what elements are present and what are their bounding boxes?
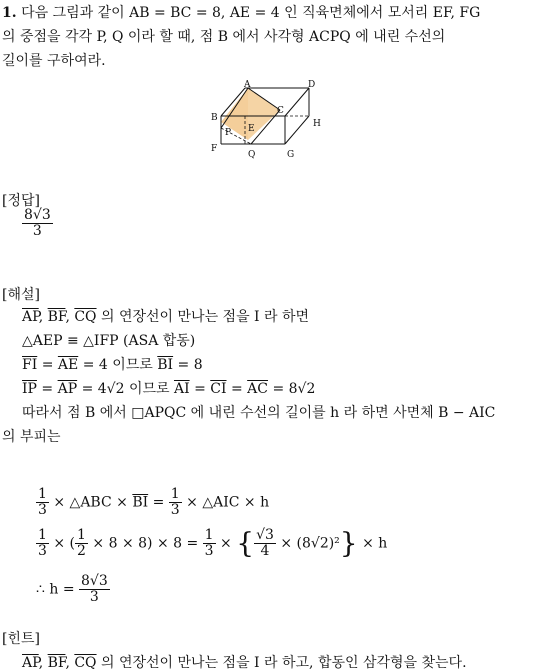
label-D: D — [308, 80, 316, 90]
frac-third-num-1: 1 — [38, 486, 47, 502]
label-G: G — [287, 150, 295, 160]
solution-line-2: △AEP ≡ △IFP (ASA 합동) — [22, 333, 196, 349]
seg-FI: $\overline{FI}$ — [22, 357, 38, 373]
label-F: F — [211, 144, 218, 154]
answer-denominator: 3 — [32, 223, 42, 239]
solution-line-3-end: = 8 — [177, 357, 203, 373]
label-E: E — [248, 124, 255, 134]
solution-header: [해설] — [2, 287, 40, 303]
solution-line-1: $\overline{AP}$, $\overline{BF}$, $\overline{CQ}$ 의 연장선이 만나는 점을 I 라 하면 — [22, 309, 310, 325]
brace-open: { — [236, 526, 255, 560]
solution-line-3: $\overline{FI} = \overline{AE} = 4$ 이므로 $\overline{BI} = 8$ — [22, 357, 203, 373]
answer-numerator: 8√3 — [24, 207, 51, 223]
seg-AP: $\overline{AP}$ — [22, 309, 39, 325]
eq2-a: × ( — [53, 535, 76, 552]
problem-line-1 — [2, 2, 480, 22]
equation-1: $\frac{1}{3}$ × △ABC × $\overline{BI}$ = $\frac{1}{3}$ × △AIC × h — [38, 486, 270, 518]
problem-text-2: 의 중점을 각각 P, Q 이라 할 때, 점 B 에서 사각형 ACPQ 에 내린 수선의 — [2, 29, 446, 45]
seg-BF: $\overline{BF}$ — [47, 309, 66, 325]
problem-text-1: 다음 그림과 같이 AB = BC = 8, AE = 4 인 직육면체에서 모서리 EF, FG — [21, 5, 481, 21]
solution-line-1-text: 의 연장선이 만나는 점을 I 라 하면 — [101, 309, 310, 325]
seg-AI: $\overline{AI}$ — [173, 381, 190, 397]
label-Q: Q — [248, 150, 256, 160]
eq2-b: × 8 × 8) × 8 = — [92, 535, 199, 552]
frac-half-num: 1 — [77, 527, 86, 543]
frac-third-den-3: 3 — [38, 543, 47, 559]
label-C: C — [277, 106, 284, 116]
answer-header: [정답] — [2, 193, 40, 209]
seg-CI: $\overline{CI}$ — [210, 381, 227, 397]
brace-close: } — [339, 526, 358, 560]
hint-line: $\overline{AP}$, $\overline{BF}$, $\overline{CQ}$ 의 연장선이 만나는 점을 I 라 하고, 합동인 삼각형을 찾는다. — [22, 655, 467, 671]
eq3-lhs: ∴ h = — [36, 581, 75, 598]
seg-AP-3: $\overline{AP}$ — [22, 655, 39, 671]
label-P: P — [225, 128, 232, 138]
cuboid-figure — [205, 80, 330, 162]
eq2-d: × h — [362, 535, 388, 552]
eq2-c: × (8√2)² — [280, 535, 340, 552]
solution-line-6: 의 부피는 — [2, 429, 61, 445]
solution-line-4-end: = 8√2 — [272, 381, 316, 397]
label-B: B — [211, 113, 218, 123]
frac-third-den-1: 3 — [38, 502, 47, 518]
seg-IP: $\overline{IP}$ — [22, 381, 37, 397]
frac-third-den-2: 3 — [170, 502, 180, 518]
equation-3 — [36, 574, 110, 605]
solution-line-4-mid: = 4√2 이므로 — [81, 381, 170, 397]
solution-line-3-mid: = 4 이므로 — [82, 357, 153, 373]
seg-AC: $\overline{AC}$ — [247, 381, 268, 397]
hint-header: [힌트] — [2, 631, 40, 647]
seg-BI-2: $\overline{BI}$ — [132, 494, 149, 511]
label-H: H — [313, 119, 321, 129]
seg-CQ: $\overline{CQ}$ — [74, 309, 97, 325]
label-A: A — [244, 80, 251, 90]
eq3-den: 3 — [89, 589, 99, 605]
eq3-num: 8√3 — [81, 573, 108, 589]
solution-line-4: $\overline{IP} = \overline{AP} = 4√2$ 이므로 $\overline{AI} = \overline{CI} = \overline{AC} = 8√2$ — [22, 381, 316, 397]
frac-four-den: 4 — [260, 543, 270, 559]
seg-BI: $\overline{BI}$ — [157, 357, 174, 373]
problem-text-3: 길이를 구하여라. — [2, 53, 106, 69]
equation-2: $\frac{1}{3}$ × ( $\frac{1}{2}$ × 8 × 8) × 8 = $\frac{1}{3}$ × { $\frac{√3}{4}$ × (8√2)²} × h — [38, 526, 388, 560]
hint-text: 의 연장선이 만나는 점을 I 라 하고, 합동인 삼각형을 찾는다. — [101, 655, 467, 671]
frac-third-den-4: 3 — [204, 543, 214, 559]
frac-third-num-3: 1 — [38, 527, 47, 543]
seg-BF-2: $\overline{BF}$ — [47, 655, 66, 671]
frac-third-num-2: 1 — [170, 486, 180, 502]
eq1-right: × △AIC × h — [186, 494, 270, 511]
seg-AE: $\overline{AE}$ — [57, 357, 79, 373]
frac-half-den: 2 — [77, 543, 86, 559]
solution-line-5: 따라서 점 B 에서 □APQC 에 내린 수선의 길이를 h 라 하면 사면체 B − AIC — [22, 405, 496, 421]
eq1-mid: × △ABC × — [53, 494, 128, 511]
seg-CQ-2: $\overline{CQ}$ — [74, 655, 97, 671]
frac-third-num-4: 1 — [204, 527, 214, 543]
frac-sqrt3-num: √3 — [256, 527, 274, 543]
seg-AP-2: $\overline{AP}$ — [57, 381, 78, 397]
problem-number: 1. — [2, 5, 17, 21]
answer-fraction — [22, 208, 53, 239]
